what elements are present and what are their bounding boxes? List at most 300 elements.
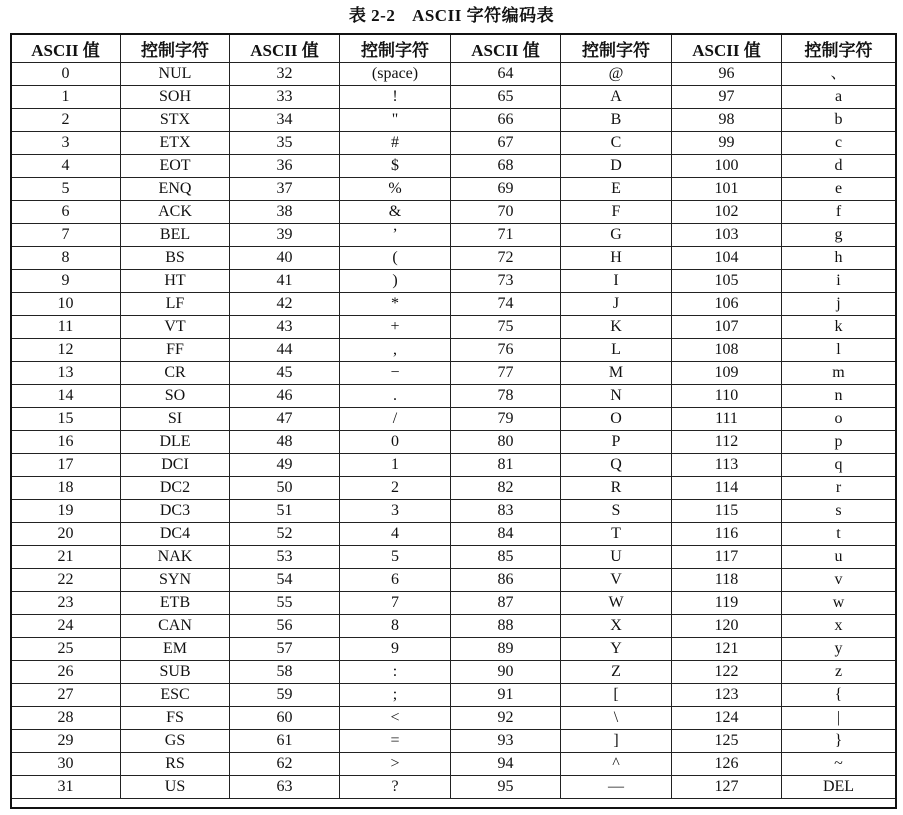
table-row [11,431,896,454]
table-row [11,592,896,615]
table-row [11,500,896,523]
control-char-cell: ( [340,247,451,270]
control-char-cell: : [340,661,451,684]
ascii-value-cell: 26 [11,661,121,684]
control-char-cell: DLE [121,431,230,454]
ascii-value-cell: 73 [451,270,561,293]
ascii-value-cell: 4 [11,155,121,178]
ascii-value-cell: 58 [230,661,340,684]
control-char-cell: 4 [340,523,451,546]
ascii-value-cell: 120 [672,615,782,638]
ascii-value-cell: 96 [672,63,782,86]
table-row [11,730,896,753]
control-char-cell: r [782,477,896,500]
table-body [11,63,896,799]
control-char-cell: B [561,109,672,132]
control-char-cell: 8 [340,615,451,638]
control-char-cell: t [782,523,896,546]
header-row [11,34,896,63]
control-char-cell: ’ [340,224,451,247]
control-char-cell: Y [561,638,672,661]
ascii-value-cell: 27 [11,684,121,707]
ascii-value-cell: 94 [451,753,561,776]
ascii-value-cell: 74 [451,293,561,316]
table-row [11,63,896,86]
ascii-value-cell: 104 [672,247,782,270]
control-char-cell: C [561,132,672,155]
control-char-cell: d [782,155,896,178]
ascii-value-cell: 49 [230,454,340,477]
control-char-cell: 9 [340,638,451,661]
ascii-value-cell: 41 [230,270,340,293]
control-char-cell: V [561,569,672,592]
control-char-cell: 3 [340,500,451,523]
ascii-value-cell: 56 [230,615,340,638]
control-char-cell: STX [121,109,230,132]
control-char-cell: ^ [561,753,672,776]
control-char-cell: * [340,293,451,316]
ascii-value-cell: 76 [451,339,561,362]
ascii-value-cell: 72 [451,247,561,270]
header-control-char-2: 控制字符 [340,34,451,63]
table-row [11,339,896,362]
table-row [11,293,896,316]
control-char-cell: EOT [121,155,230,178]
ascii-value-cell: 77 [451,362,561,385]
ascii-value-cell: 10 [11,293,121,316]
control-char-cell: w [782,592,896,615]
control-char-cell: Q [561,454,672,477]
ascii-value-cell: 3 [11,132,121,155]
ascii-value-cell: 125 [672,730,782,753]
control-char-cell: o [782,408,896,431]
ascii-value-cell: 85 [451,546,561,569]
control-char-cell: | [782,707,896,730]
ascii-value-cell: 32 [230,63,340,86]
control-char-cell: x [782,615,896,638]
ascii-value-cell: 71 [451,224,561,247]
ascii-value-cell: 45 [230,362,340,385]
table-row [11,523,896,546]
control-char-cell: 6 [340,569,451,592]
control-char-cell: I [561,270,672,293]
ascii-value-cell: 80 [451,431,561,454]
control-char-cell: j [782,293,896,316]
control-char-cell: R [561,477,672,500]
ascii-value-cell: 111 [672,408,782,431]
control-char-cell: (space) [340,63,451,86]
table-row [11,316,896,339]
control-char-cell: y [782,638,896,661]
control-char-cell: A [561,86,672,109]
control-char-cell: NAK [121,546,230,569]
control-char-cell: / [340,408,451,431]
ascii-value-cell: 70 [451,201,561,224]
ascii-value-cell: 61 [230,730,340,753]
table-row [11,362,896,385]
control-char-cell: L [561,339,672,362]
control-char-cell: ) [340,270,451,293]
ascii-value-cell: 31 [11,776,121,799]
ascii-value-cell: 119 [672,592,782,615]
control-char-cell: X [561,615,672,638]
ascii-value-cell: 110 [672,385,782,408]
ascii-value-cell: 42 [230,293,340,316]
control-char-cell: EM [121,638,230,661]
header-ascii-value-1: ASCII 值 [11,34,121,63]
table-row [11,155,896,178]
table-row [11,638,896,661]
control-char-cell: e [782,178,896,201]
ascii-value-cell: 101 [672,178,782,201]
ascii-value-cell: 19 [11,500,121,523]
ascii-value-cell: 20 [11,523,121,546]
ascii-value-cell: 99 [672,132,782,155]
ascii-value-cell: 92 [451,707,561,730]
ascii-value-cell: 126 [672,753,782,776]
control-char-cell: ] [561,730,672,753]
ascii-value-cell: 87 [451,592,561,615]
ascii-value-cell: 57 [230,638,340,661]
control-char-cell: CAN [121,615,230,638]
ascii-value-cell: 43 [230,316,340,339]
ascii-value-cell: 59 [230,684,340,707]
control-char-cell: N [561,385,672,408]
table-row [11,408,896,431]
ascii-value-cell: 66 [451,109,561,132]
ascii-value-cell: 105 [672,270,782,293]
control-char-cell: n [782,385,896,408]
ascii-value-cell: 115 [672,500,782,523]
control-char-cell: FS [121,707,230,730]
control-char-cell: NUL [121,63,230,86]
ascii-value-cell: 55 [230,592,340,615]
ascii-value-cell: 35 [230,132,340,155]
ascii-table [10,33,896,799]
ascii-value-cell: 7 [11,224,121,247]
table-row [11,615,896,638]
control-char-cell: H [561,247,672,270]
ascii-value-cell: 0 [11,63,121,86]
ascii-value-cell: 90 [451,661,561,684]
ascii-value-cell: 84 [451,523,561,546]
table-row [11,270,896,293]
control-char-cell: \ [561,707,672,730]
ascii-value-cell: 117 [672,546,782,569]
ascii-value-cell: 37 [230,178,340,201]
control-char-cell: b [782,109,896,132]
ascii-value-cell: 39 [230,224,340,247]
table-row [11,132,896,155]
control-char-cell: [ [561,684,672,707]
table-row [11,776,896,799]
ascii-value-cell: 82 [451,477,561,500]
control-char-cell: 1 [340,454,451,477]
ascii-value-cell: 28 [11,707,121,730]
control-char-cell: f [782,201,896,224]
control-char-cell: BEL [121,224,230,247]
control-char-cell: LF [121,293,230,316]
ascii-value-cell: 2 [11,109,121,132]
ascii-value-cell: 108 [672,339,782,362]
ascii-value-cell: 48 [230,431,340,454]
ascii-value-cell: 22 [11,569,121,592]
ascii-value-cell: 21 [11,546,121,569]
control-char-cell: 、 [782,63,896,86]
ascii-value-cell: 13 [11,362,121,385]
ascii-value-cell: 109 [672,362,782,385]
control-char-cell: > [340,753,451,776]
ascii-value-cell: 64 [451,63,561,86]
control-char-cell: { [782,684,896,707]
control-char-cell: − [340,362,451,385]
control-char-cell: DC2 [121,477,230,500]
ascii-value-cell: 30 [11,753,121,776]
control-char-cell: S [561,500,672,523]
control-char-cell: SO [121,385,230,408]
ascii-value-cell: 33 [230,86,340,109]
ascii-value-cell: 36 [230,155,340,178]
ascii-value-cell: 106 [672,293,782,316]
control-char-cell: m [782,362,896,385]
ascii-value-cell: 44 [230,339,340,362]
control-char-cell: 2 [340,477,451,500]
control-char-cell: & [340,201,451,224]
ascii-value-cell: 89 [451,638,561,661]
control-char-cell: < [340,707,451,730]
control-char-cell: % [340,178,451,201]
control-char-cell: GS [121,730,230,753]
table-row [11,753,896,776]
control-char-cell: $ [340,155,451,178]
ascii-value-cell: 88 [451,615,561,638]
table-row [11,178,896,201]
control-char-cell: W [561,592,672,615]
table-row [11,684,896,707]
ascii-value-cell: 11 [11,316,121,339]
control-char-cell: D [561,155,672,178]
ascii-value-cell: 122 [672,661,782,684]
control-char-cell: ~ [782,753,896,776]
control-char-cell: DC3 [121,500,230,523]
control-char-cell: DC4 [121,523,230,546]
header-ascii-value-3: ASCII 值 [451,34,561,63]
header-ascii-value-4: ASCII 值 [672,34,782,63]
control-char-cell: M [561,362,672,385]
header-control-char-4: 控制字符 [782,34,896,63]
control-char-cell: G [561,224,672,247]
table-row [11,247,896,270]
table-row [11,454,896,477]
control-char-cell: ETX [121,132,230,155]
ascii-value-cell: 15 [11,408,121,431]
control-char-cell: — [561,776,672,799]
ascii-value-cell: 47 [230,408,340,431]
ascii-value-cell: 1 [11,86,121,109]
ascii-value-cell: 60 [230,707,340,730]
control-char-cell: u [782,546,896,569]
ascii-value-cell: 29 [11,730,121,753]
control-char-cell: " [340,109,451,132]
control-char-cell: z [782,661,896,684]
control-char-cell: SYN [121,569,230,592]
ascii-value-cell: 68 [451,155,561,178]
control-char-cell: RS [121,753,230,776]
control-char-cell: c [782,132,896,155]
table-row [11,661,896,684]
table-number: 表 2-2 [348,6,396,25]
control-char-cell: ESC [121,684,230,707]
ascii-value-cell: 75 [451,316,561,339]
table-row [11,569,896,592]
table-title: ASCII 字符编码表 [412,6,555,25]
control-char-cell: 0 [340,431,451,454]
ascii-value-cell: 8 [11,247,121,270]
control-char-cell: , [340,339,451,362]
ascii-value-cell: 12 [11,339,121,362]
ascii-value-cell: 51 [230,500,340,523]
control-char-cell: = [340,730,451,753]
ascii-value-cell: 103 [672,224,782,247]
control-char-cell: } [782,730,896,753]
table-caption [0,2,903,30]
ascii-value-cell: 95 [451,776,561,799]
control-char-cell: k [782,316,896,339]
ascii-value-cell: 54 [230,569,340,592]
ascii-value-cell: 5 [11,178,121,201]
ascii-value-cell: 34 [230,109,340,132]
control-char-cell: VT [121,316,230,339]
table-row [11,109,896,132]
ascii-value-cell: 113 [672,454,782,477]
ascii-value-cell: 127 [672,776,782,799]
ascii-value-cell: 114 [672,477,782,500]
ascii-value-cell: 50 [230,477,340,500]
control-char-cell: a [782,86,896,109]
control-char-cell: Z [561,661,672,684]
ascii-value-cell: 38 [230,201,340,224]
ascii-value-cell: 40 [230,247,340,270]
control-char-cell: s [782,500,896,523]
ascii-value-cell: 97 [672,86,782,109]
ascii-value-cell: 100 [672,155,782,178]
ascii-value-cell: 102 [672,201,782,224]
control-char-cell: i [782,270,896,293]
ascii-value-cell: 116 [672,523,782,546]
header-control-char-1: 控制字符 [121,34,230,63]
table-row [11,477,896,500]
ascii-value-cell: 124 [672,707,782,730]
ascii-value-cell: 53 [230,546,340,569]
control-char-cell: SOH [121,86,230,109]
control-char-cell: l [782,339,896,362]
ascii-value-cell: 65 [451,86,561,109]
control-char-cell: SI [121,408,230,431]
ascii-value-cell: 118 [672,569,782,592]
ascii-value-cell: 69 [451,178,561,201]
control-char-cell: ; [340,684,451,707]
control-char-cell: ACK [121,201,230,224]
control-char-cell: p [782,431,896,454]
control-char-cell: SUB [121,661,230,684]
control-char-cell: FF [121,339,230,362]
control-char-cell: ? [340,776,451,799]
control-char-cell: h [782,247,896,270]
control-char-cell: U [561,546,672,569]
ascii-value-cell: 46 [230,385,340,408]
control-char-cell: DCI [121,454,230,477]
ascii-value-cell: 112 [672,431,782,454]
ascii-value-cell: 16 [11,431,121,454]
control-char-cell: ! [340,86,451,109]
control-char-cell: P [561,431,672,454]
control-char-cell: K [561,316,672,339]
ascii-value-cell: 98 [672,109,782,132]
table-row [11,224,896,247]
control-char-cell: q [782,454,896,477]
ascii-value-cell: 123 [672,684,782,707]
ascii-value-cell: 52 [230,523,340,546]
control-char-cell: g [782,224,896,247]
ascii-value-cell: 67 [451,132,561,155]
control-char-cell: @ [561,63,672,86]
ascii-value-cell: 63 [230,776,340,799]
ascii-value-cell: 86 [451,569,561,592]
ascii-value-cell: 83 [451,500,561,523]
header-control-char-3: 控制字符 [561,34,672,63]
table-row [11,201,896,224]
table-row [11,546,896,569]
ascii-value-cell: 6 [11,201,121,224]
control-char-cell: BS [121,247,230,270]
control-char-cell: ETB [121,592,230,615]
control-char-cell: T [561,523,672,546]
ascii-value-cell: 9 [11,270,121,293]
control-char-cell: HT [121,270,230,293]
control-char-cell: ENQ [121,178,230,201]
ascii-value-cell: 79 [451,408,561,431]
ascii-value-cell: 25 [11,638,121,661]
control-char-cell: # [340,132,451,155]
control-char-cell: CR [121,362,230,385]
table-row [11,707,896,730]
control-char-cell: v [782,569,896,592]
ascii-value-cell: 18 [11,477,121,500]
ascii-value-cell: 121 [672,638,782,661]
table-row [11,86,896,109]
table-row [11,385,896,408]
ascii-value-cell: 14 [11,385,121,408]
control-char-cell: DEL [782,776,896,799]
control-char-cell: E [561,178,672,201]
control-char-cell: + [340,316,451,339]
control-char-cell: J [561,293,672,316]
ascii-value-cell: 81 [451,454,561,477]
control-char-cell: 7 [340,592,451,615]
ascii-value-cell: 24 [11,615,121,638]
ascii-value-cell: 93 [451,730,561,753]
ascii-value-cell: 107 [672,316,782,339]
control-char-cell: 5 [340,546,451,569]
header-ascii-value-2: ASCII 值 [230,34,340,63]
ascii-value-cell: 23 [11,592,121,615]
ascii-value-cell: 17 [11,454,121,477]
control-char-cell: F [561,201,672,224]
control-char-cell: US [121,776,230,799]
control-char-cell: O [561,408,672,431]
ascii-value-cell: 78 [451,385,561,408]
control-char-cell: . [340,385,451,408]
